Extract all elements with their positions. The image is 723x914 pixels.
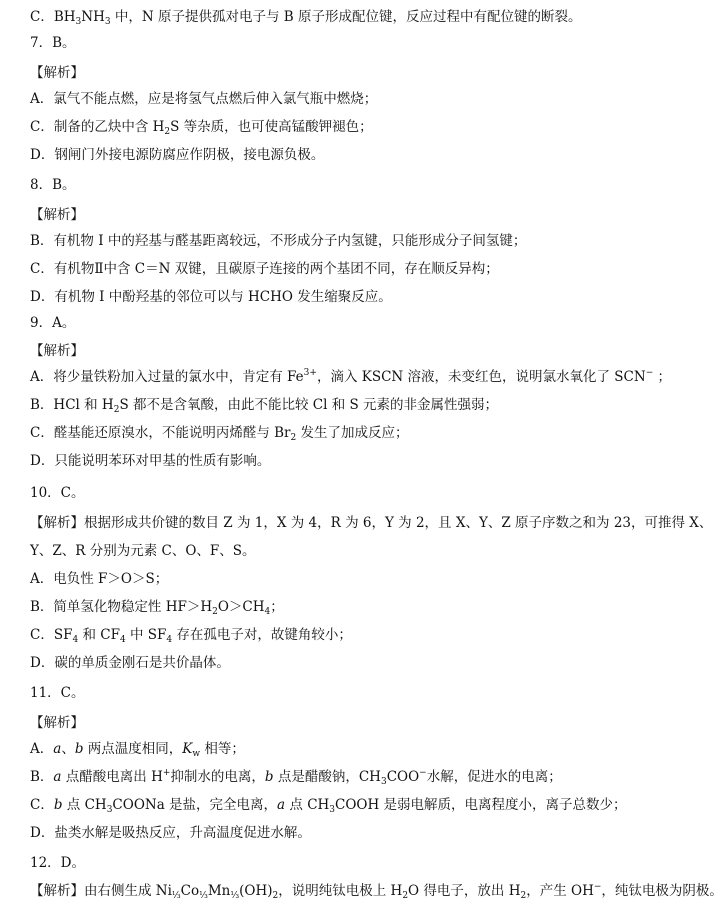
- line-10-b: B．简单氢化物稳定性 $HF>H_2O>CH_4$；: [30, 599, 284, 617]
- line-9-a: A．将少量铁粉加入过量的氯水中，肯定有 $Fe^{3+}$，滴入 KSCN 溶液，未变红色，说明氯水氧化了 SCN− ；: [30, 368, 672, 385]
- line-11-a: A．a、b 两点温度相同，$K_w$ 相等；: [30, 741, 245, 759]
- line-9-d: D．只能说明苯环对甲基的性质有影响。: [30, 453, 271, 469]
- answer-7: 7．B。: [30, 35, 76, 51]
- answer-8: 8．B。: [30, 177, 76, 193]
- answer-11: 11．C。: [30, 685, 85, 701]
- line-10-d: D．碳的单质金刚石是共价晶体。: [30, 655, 230, 671]
- line-8-c: C．有机物Ⅱ中含 C＝N 双键，且碳原子连接的两个基团不同，存在顺反异构；: [30, 261, 499, 277]
- analysis-10-part2: Y、Z、R 分别为元素 C、O、F、S。: [30, 543, 256, 559]
- line-option-c-bh3nh3: C．$BH_3NH_3$ 中，N 原子提供孤对电子与 B 原子形成配位键，反应过程中有配位键的断裂。: [30, 9, 582, 27]
- answer-12: 12．D。: [30, 855, 86, 871]
- line-11-d: D．盐类水解是吸热反应，升高温度促进水解。: [30, 825, 311, 841]
- line-9-b: B．HCl 和 $H_2S$ 都不是含氧酸，由此不能比较 Cl 和 S 元素的非金属性强弱；: [30, 397, 499, 415]
- line-9-c: C．醛基能还原溴水，不能说明丙烯醛与 $Br_2$ 发生了加成反应；: [30, 425, 409, 443]
- line-8-d: D．有机物 I 中酚羟基的邻位可以与 HCHO 发生缩聚反应。: [30, 289, 392, 305]
- analysis-label-9: 【解析】: [30, 343, 84, 359]
- answer-9: 9．A。: [30, 315, 76, 331]
- line-10-a: A．电负性 F＞O＞S；: [30, 571, 169, 587]
- line-7-a: A．氯气不能点燃，应是将氢气点燃后伸入氯气瓶中燃烧；: [30, 91, 378, 107]
- line-7-c: C．制备的乙炔中含 $H_2S$ 等杂质，也可使高锰酸钾褪色；: [30, 119, 373, 137]
- line-8-b: B．有机物 I 中的羟基与醛基距离较远，不形成分子内氢键，只能形成分子间氢键；: [30, 233, 527, 249]
- analysis-10-part1: 【解析】根据形成共价键的数目 Z 为 1，X 为 4，R 为 6，Y 为 2，且 X、Y、Z 原子序数之和为 23，可推得 X、: [30, 515, 713, 531]
- analysis-label-11: 【解析】: [30, 715, 84, 731]
- line-11-b: B．a 点醋酸电离出 H+抑制水的电离，b 点是醋酸钠，$CH_3COO^-$水解，促进水的电离；: [30, 768, 562, 787]
- analysis-label-7: 【解析】: [30, 65, 84, 81]
- answer-10: 10．C。: [30, 485, 85, 501]
- analysis-label-8: 【解析】: [30, 207, 84, 223]
- line-7-d: D．钢闸门外接电源防腐应作阴极，接电源负极。: [30, 147, 325, 163]
- line-10-c: C．$SF_4$ 和 $CF_4$ 中 $SF_4$ 存在孤电子对，故键角较小；: [30, 627, 352, 645]
- line-11-c: C．b 点 $CH_3COONa$ 是盐，完全电离，a 点 $CH_3COOH$ 是弱电解质，电离程度小，离子总数少；: [30, 797, 627, 815]
- analysis-12: 【解析】由右侧生成 $Ni_{\frac{1}{3}}Co_{\frac{1}{3}}Mn_{\frac{1}{3}}(OH)_2$，说明纯钛电极上 $H_2O$ 得电子，放出 $H_2$，产生 OH−，纯钛电极为阴极。: [30, 882, 723, 901]
